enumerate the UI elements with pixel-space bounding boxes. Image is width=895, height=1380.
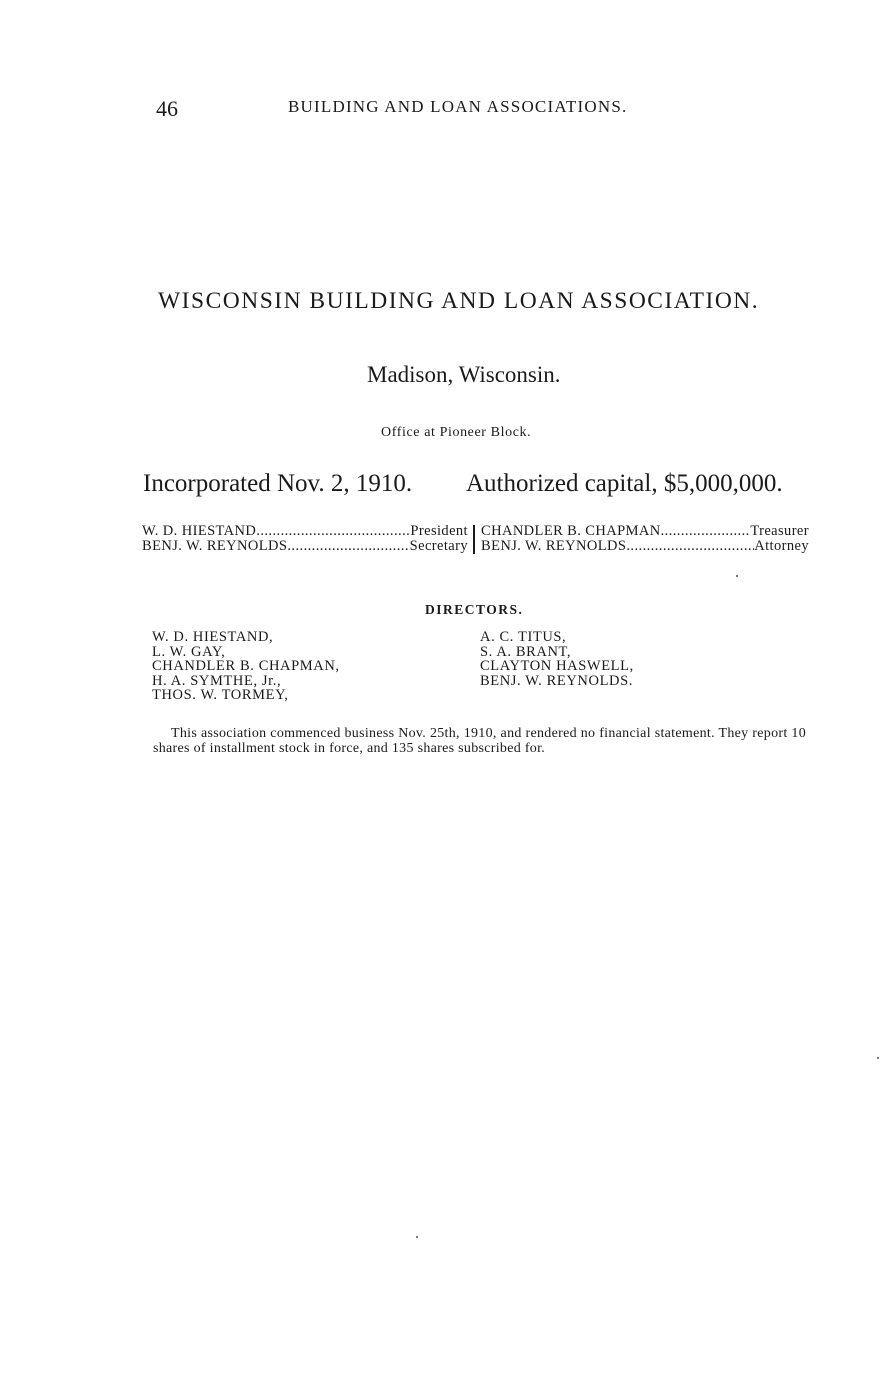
director-name: S. A. BRANT,: [480, 643, 572, 660]
director-name: A. C. TITUS,: [480, 629, 567, 645]
officer-role: President: [410, 523, 468, 539]
officer-role: Attorney: [754, 538, 809, 554]
business-note: This association commenced business Nov. 25th, 1910, and rendered no financial statement. They report 10 shares of installment stock in force, and 135 shares subscribed for.: [153, 726, 806, 756]
office-address: Office at Pioneer Block.: [381, 425, 532, 440]
leader-dots: [661, 524, 751, 539]
officers-right-column: [481, 524, 809, 554]
leader-dots: [626, 539, 754, 554]
director-name: L. W. GAY,: [152, 643, 226, 660]
officer-name: W. D. HIESTAND: [142, 523, 257, 539]
director-name: CHANDLER B. CHAPMAN,: [152, 658, 340, 675]
director-name: BENJ. W. REYNOLDS.: [480, 672, 633, 689]
officer-role: Secretary: [409, 538, 468, 554]
officers-left-column: [142, 524, 468, 554]
director-name: THOS. W. TORMEY,: [152, 687, 289, 704]
officer-name: CHANDLER B. CHAPMAN: [481, 523, 661, 539]
director-name: H. A. SYMTHE, Jr.,: [152, 672, 282, 689]
leader-dots: [256, 524, 410, 539]
officer-row: [481, 524, 809, 539]
officer-name: BENJ. W. REYNOLDS: [142, 538, 288, 554]
scan-speck: [416, 1236, 418, 1238]
leader-dots: [287, 539, 409, 554]
incorporation-date: Incorporated Nov. 2, 1910.: [143, 470, 413, 497]
officer-row: [142, 539, 468, 554]
authorized-capital: Authorized capital, $5,000,000.: [466, 470, 783, 497]
running-header: BUILDING AND LOAN ASSOCIATIONS.: [288, 97, 628, 116]
scan-speck: [877, 1057, 879, 1059]
association-title: WISCONSIN BUILDING AND LOAN ASSOCIATION.: [158, 288, 760, 314]
directors-left-list: [152, 630, 340, 703]
officer-row: [481, 539, 809, 554]
officer-row: [142, 524, 468, 539]
column-divider: [473, 525, 475, 554]
scan-speck: [736, 575, 738, 577]
association-location: Madison, Wisconsin.: [367, 362, 561, 387]
director-name: CLAYTON HASWELL,: [480, 658, 634, 675]
directors-heading: DIRECTORS.: [425, 602, 524, 617]
director-name: W. D. HIESTAND,: [152, 629, 274, 645]
page-number: 46: [156, 96, 178, 121]
officer-name: BENJ. W. REYNOLDS: [481, 538, 627, 554]
officer-role: Treasurer: [750, 523, 809, 539]
directors-right-list: [480, 630, 634, 688]
